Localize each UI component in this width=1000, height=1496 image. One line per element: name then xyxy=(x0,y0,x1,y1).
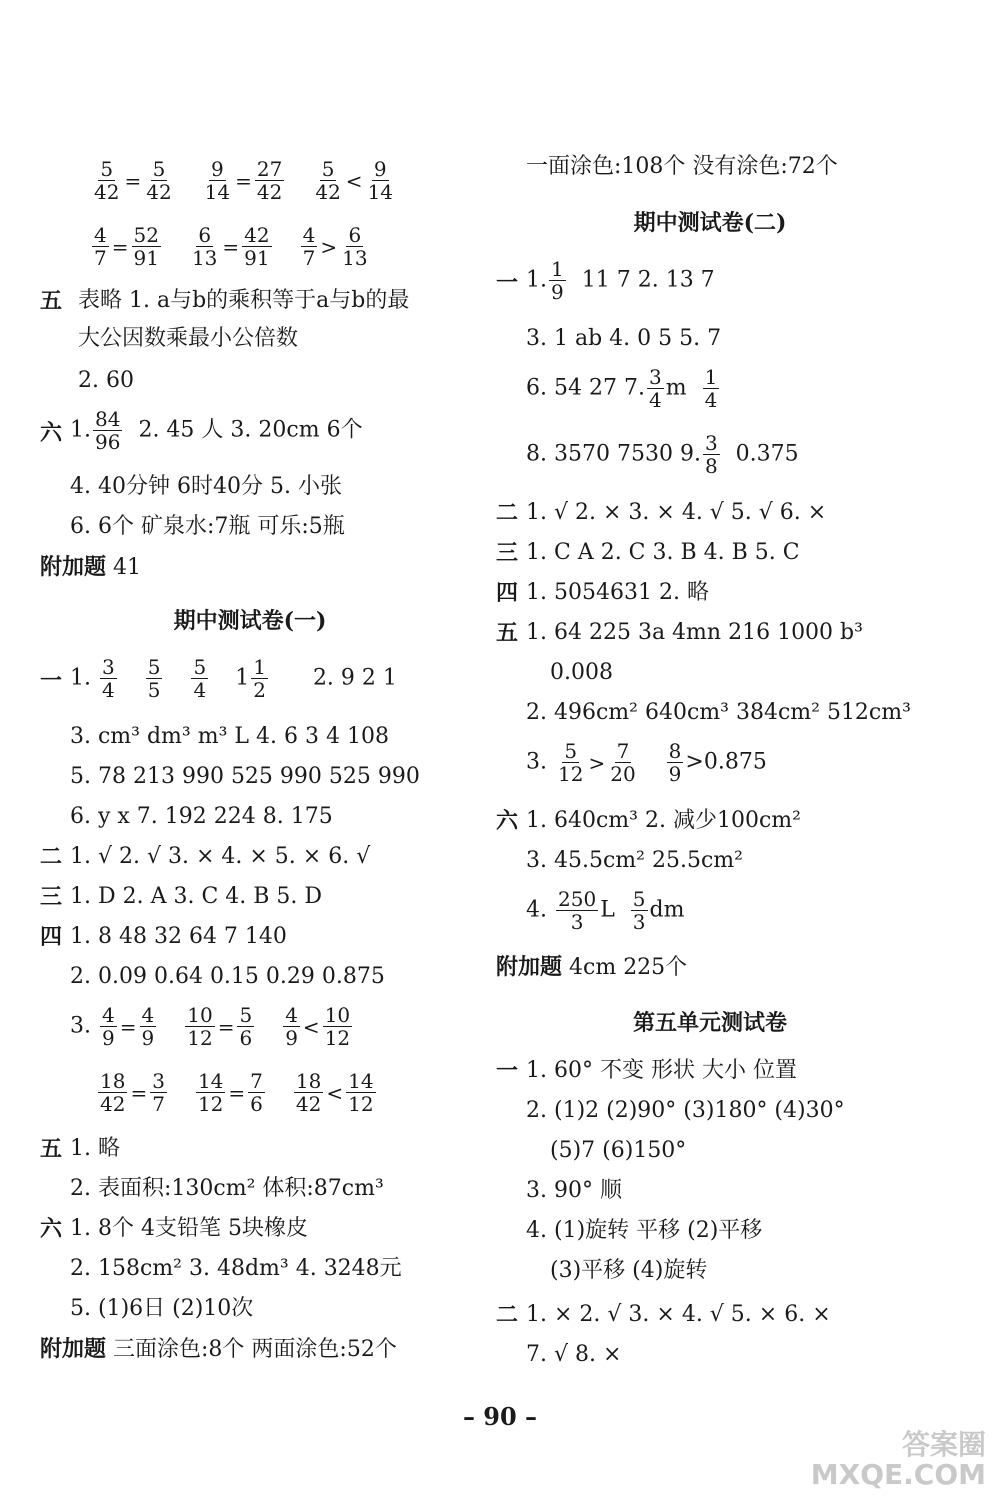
u-q1-line4: 3. 90° 顺 xyxy=(526,1178,622,1203)
l-s4-row1: $\frac{5}{42}$ = $\frac{5}{42}$ $\frac{9}{14}$ = $\frac{27}{42}$ $\frac{5}{42}$ < $\frac{9}{14}$ xyxy=(94,157,394,204)
l-extra2: 附加题 三面涂色:8个 两面涂色:52个 xyxy=(40,1336,397,1362)
marker-one: 一 xyxy=(40,668,63,694)
marker-five: 五 xyxy=(40,288,63,314)
marker-six-r: 六 xyxy=(496,808,519,834)
l-q2-line: 1. √ 2. √ 3. × 4. × 5. × 6. √ xyxy=(70,844,371,869)
u-q1-line2: 2. (1)2 (2)90° (3)180° (4)30° xyxy=(526,1098,845,1123)
l-q1-line3: 5. 78 213 990 525 990 525 990 xyxy=(70,764,420,789)
l-q3-line: 1. D 2. A 3. C 4. B 5. D xyxy=(70,884,323,909)
r-q3-line: 1. C A 2. C 3. B 4. B 5. C xyxy=(526,540,800,565)
l-s5-line1: 表略 1. a与b的乘积等于a与b的最 xyxy=(78,288,410,313)
marker-two: 二 xyxy=(40,844,63,870)
marker-five-r: 五 xyxy=(496,620,519,646)
l-q4-row1: 3. $\frac{4}{9}$ = $\frac{4}{9}$ $\frac{10}{12}$ = $\frac{5}{6}$ $\frac{4}{9}$ < $\frac{10}{12}$ xyxy=(70,1003,351,1050)
marker-five-b: 五 xyxy=(40,1136,63,1162)
l-q6-line2: 2. 158cm² 3. 48dm³ 4. 3248元 xyxy=(70,1256,402,1281)
l-q5-line2: 2. 表面积:130cm² 体积:87cm³ xyxy=(70,1176,384,1201)
r-q4-line: 1. 5054631 2. 略 xyxy=(526,580,709,605)
l-q6-line1: 1. 8个 4支铅笔 5块橡皮 xyxy=(70,1216,308,1241)
marker-four: 四 xyxy=(40,924,63,950)
marker-three: 三 xyxy=(40,884,63,910)
r-q2-line: 1. √ 2. × 3. × 4. √ 5. √ 6. × xyxy=(526,500,827,525)
u-q1-line1: 1. 60° 不变 形状 大小 位置 xyxy=(526,1058,797,1083)
watermark-logo: 答案圈 MXQE.COM xyxy=(810,1428,986,1491)
heading-midterm-1: 期中测试卷(一) xyxy=(173,608,327,634)
marker-four-r: 四 xyxy=(496,580,519,606)
marker-two-u: 二 xyxy=(496,1302,519,1328)
heading-midterm-2: 期中测试卷(二) xyxy=(633,210,787,236)
l-q4-line2: 2. 0.09 0.64 0.15 0.29 0.875 xyxy=(70,964,385,989)
l-q4-line1: 1. 8 48 32 64 7 140 xyxy=(70,924,287,949)
l-q6-line3: 5. (1)6日 (2)10次 xyxy=(70,1296,254,1321)
r-q1-line2: 3. 1 ab 4. 0 5 5. 7 xyxy=(526,326,722,351)
l-q1-line1: 1. $\frac{3}{4}$ $\frac{5}{5}$ $\frac{5}{4}$ 1 $\frac{1}{2}$ 2. 9 2 1 xyxy=(70,655,397,702)
u-q2-line2: 7. √ 8. × xyxy=(526,1342,622,1367)
marker-one-r: 一 xyxy=(496,270,519,296)
r-q5-line2: 0.008 xyxy=(550,660,613,685)
marker-two-r: 二 xyxy=(496,500,519,526)
r-q1-line4: 8. 3570 7530 9. $\frac{3}{8}$ 0.375 xyxy=(526,431,799,478)
u-q1-line5: 4. (1)旋转 平移 (2)平移 xyxy=(526,1218,763,1243)
marker-six-b: 六 xyxy=(40,1216,63,1242)
r-q1-line1: 1. $\frac{1}{9}$ 11 7 2. 13 7 xyxy=(526,257,715,304)
u-q2-line1: 1. × 2. √ 3. × 4. √ 5. × 6. × xyxy=(526,1302,831,1327)
l-s5-line2: 大公因数乘最小公倍数 xyxy=(78,326,299,351)
heading-unit5: 第五单元测试卷 xyxy=(632,1010,787,1036)
marker-three-r: 三 xyxy=(496,540,519,566)
r-q5-line1: 1. 64 225 3a 4mn 216 1000 b³ xyxy=(526,620,863,645)
r-cont-line: 一面涂色:108个 没有涂色:72个 xyxy=(526,154,838,179)
l-s6-line3: 6. 6个 矿泉水:7瓶 可乐:5瓶 xyxy=(70,514,345,539)
l-q1-line2: 3. cm³ dm³ m³ L 4. 6 3 4 108 xyxy=(70,724,389,749)
l-s5-line3: 2. 60 xyxy=(78,368,134,393)
r-q5-line3: 2. 496cm² 640cm³ 384cm² 512cm³ xyxy=(526,700,911,725)
l-q1-line4: 6. y x 7. 192 224 8. 175 xyxy=(70,804,333,829)
l-s4-row2: $\frac{4}{7}$ = $\frac{52}{91}$ $\frac{6}{13}$ = $\frac{42}{91}$ $\frac{4}{7}$ > $\frac{6}{13}$ xyxy=(94,223,368,270)
marker-six: 六 xyxy=(40,420,63,446)
l-extra1: 附加题 41 xyxy=(40,554,142,580)
u-q1-line3: (5)7 (6)150° xyxy=(550,1138,687,1163)
r-q6-line2: 3. 45.5cm² 25.5cm² xyxy=(526,848,743,873)
marker-one-u: 一 xyxy=(496,1058,519,1084)
page-number: – 90 – xyxy=(462,1402,538,1431)
r-q6-line1: 1. 640cm³ 2. 减少100cm² xyxy=(526,808,801,833)
l-s6-line2: 4. 40分钟 6时40分 5. 小张 xyxy=(70,474,342,499)
l-q4-row2: $\frac{18}{42}$ = $\frac{3}{7}$ $\frac{14}{12}$ = $\frac{7}{6}$ $\frac{18}{42}$ < $\frac{14}{12}$ xyxy=(100,1069,374,1116)
r-q1-line3: 6. 54 27 7. $\frac{3}{4}$ m $\frac{1}{4}$ xyxy=(526,365,718,412)
l-s6-line1: 1. $\frac{84}{96}$ 2. 45 人 3. 20cm 6个 xyxy=(70,407,363,454)
r-q5-line4: 3. $\frac{5}{12}$ > $\frac{7}{20}$ $\frac{8}{9}$ >0.875 xyxy=(526,739,767,786)
l-q5-line1: 1. 略 xyxy=(70,1136,120,1161)
u-q1-line6: (3)平移 (4)旋转 xyxy=(550,1258,708,1283)
r-extra3: 附加题 4cm 225个 xyxy=(496,954,688,980)
r-q6-line3: 4. $\frac{250}{3}$ L $\frac{5}{3}$ dm xyxy=(526,887,685,934)
fraction: $\frac{5}{42}$ xyxy=(94,157,120,204)
